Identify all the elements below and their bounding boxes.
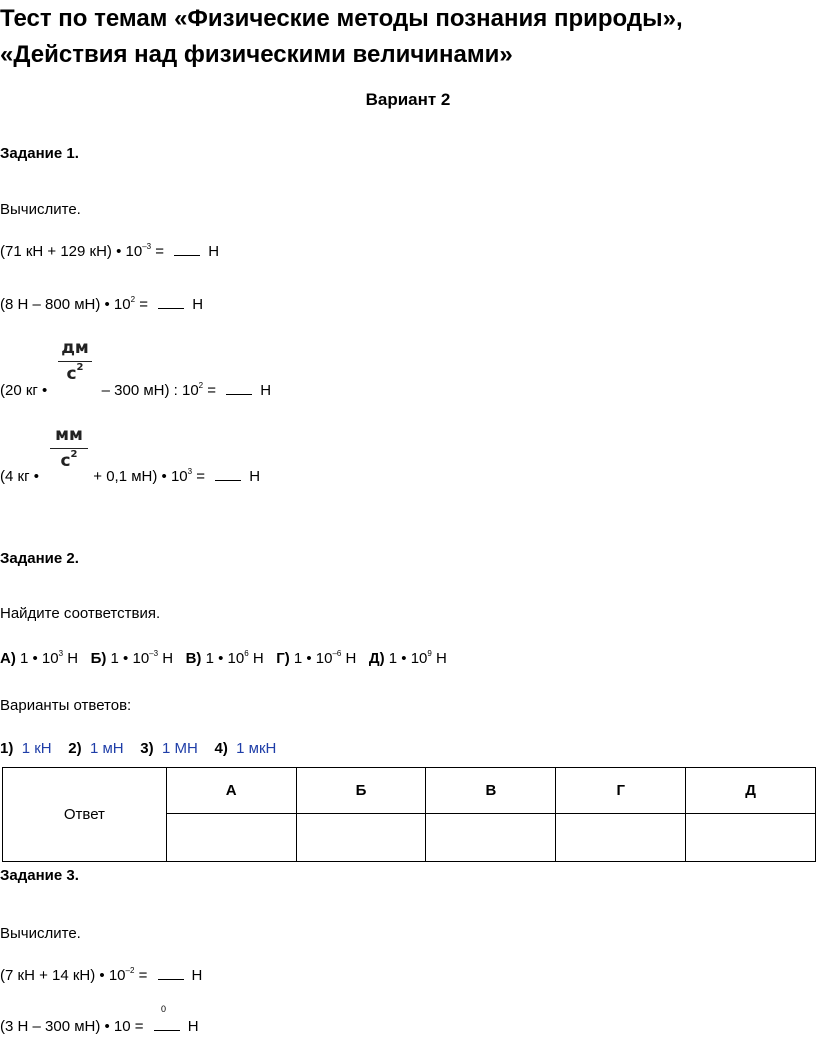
answer-blank[interactable] <box>158 969 184 980</box>
answer-blank[interactable] <box>174 245 200 256</box>
item-a: А) 1 • $10^3$ Н <box>0 649 79 667</box>
answer-table <box>2 767 816 862</box>
header-g: Г <box>556 768 686 814</box>
task3-expression-1: (7 кН + 14 кН) • $10^{-2} = Н$ <box>0 966 203 984</box>
task1-instruction: Вычислите. <box>0 201 81 218</box>
options-label: Варианты ответов: <box>0 697 132 714</box>
header-a: А <box>166 768 296 814</box>
variant-label: Вариант 2 <box>365 90 451 109</box>
item-b: Б) 1 • $10^{-3}$ Н <box>90 649 174 667</box>
option-1: 1) 1 кН <box>0 740 52 757</box>
option-2: 2) 1 мН <box>68 740 124 757</box>
answer-blank[interactable] <box>215 470 241 481</box>
item-v: В) 1 • $10^6$ Н <box>185 649 264 667</box>
answer-cell-a[interactable] <box>166 814 296 862</box>
header-b: Б <box>296 768 426 814</box>
answer-blank[interactable] <box>226 384 252 395</box>
answer-options <box>0 740 276 757</box>
option-3: 3) 1 МН <box>140 740 198 757</box>
task2-heading: Задание 2. <box>0 550 79 567</box>
header-v: В <box>426 768 556 814</box>
task1-expression-4: (4 кг • + 0,1 мН) • $10^3 = Н$ <box>0 467 261 485</box>
header-d: Д <box>686 768 816 814</box>
answer-row-label: Ответ <box>3 768 167 862</box>
task1-expression-2: (8 Н – 800 мН) • $10^2 = Н$ <box>0 295 204 313</box>
answer-cell-b[interactable] <box>296 814 426 862</box>
task3-instruction: Вычислите. <box>0 925 81 942</box>
task3-expression-2-exponent: 0 <box>161 1004 167 1014</box>
title-line-1: Тест по темам «Физические методы познания природы», <box>0 5 683 32</box>
item-g: Г) 1 • $10^{-6}$ Н <box>276 649 357 667</box>
answer-cell-d[interactable] <box>686 814 816 862</box>
item-d: Д) 1 • $10^9$ Н <box>368 649 447 667</box>
task2-instruction: Найдите соответствия. <box>0 605 161 622</box>
fraction-mm-per-s2: мм $с^2$ <box>50 425 88 471</box>
answer-cell-g[interactable] <box>556 814 686 862</box>
answer-blank[interactable] <box>154 1020 180 1031</box>
task1-expression-3: (20 кг • – 300 мН) : $10^2 = Н$ <box>0 381 272 399</box>
task3-expression-2: (3 Н – 300 мН) • 10 = Н <box>0 1018 199 1035</box>
task1-heading: Задание 1. <box>0 145 79 162</box>
task2-items <box>0 650 447 667</box>
title-line-2: «Действия над физическими величинами» <box>0 41 513 68</box>
answer-cell-v[interactable] <box>426 814 556 862</box>
answer-blank[interactable] <box>158 298 184 309</box>
task1-expression-1: (71 кН + 129 кН) • $10^{-3} = Н$ <box>0 242 220 260</box>
option-4: 4) 1 мкН <box>214 740 277 757</box>
fraction-dm-per-s2: дм $с^2$ <box>58 338 92 384</box>
task3-heading: Задание 3. <box>0 867 79 884</box>
